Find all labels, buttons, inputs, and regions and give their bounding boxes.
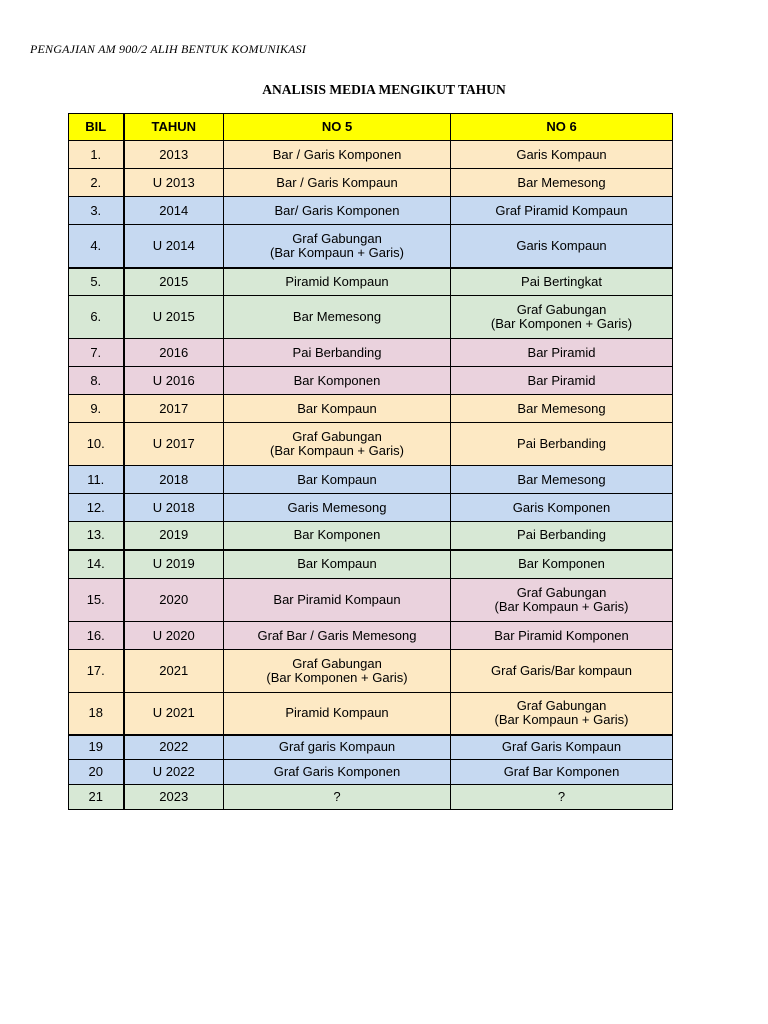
cell-no5 (224, 622, 451, 650)
cell-no6-line: Graf Garis Kompaun (501, 739, 622, 755)
cell-no5-line: Graf Garis Komponen (273, 764, 401, 779)
cell-no5-line: Bar / Garis Komponen (272, 146, 402, 162)
table-row (69, 693, 673, 735)
cell-no5 (224, 141, 451, 169)
cell-no6 (451, 466, 673, 494)
cell-bil: 2. (69, 169, 124, 197)
cell-no5-line: Graf garis Kompaun (278, 739, 396, 755)
table-row (69, 735, 673, 760)
cell-no5-line: Bar Memesong (292, 309, 382, 324)
cell-no5 (224, 579, 451, 622)
cell-bil: 21 (69, 785, 124, 810)
table-header-row (69, 114, 673, 141)
cell-no6-line: Bar Memesong (517, 471, 606, 487)
cell-tahun: 2021 (124, 650, 224, 693)
table-row (69, 466, 673, 494)
cell-tahun: U 2017 (124, 423, 224, 466)
table-row (69, 785, 673, 810)
table-row (69, 522, 673, 550)
cell-no5 (224, 550, 451, 579)
cell-tahun: U 2018 (124, 494, 224, 522)
cell-no6 (451, 141, 673, 169)
cell-bil: 6. (69, 296, 124, 339)
cell-no5-line: Graf Bar / Garis Memesong (257, 627, 417, 643)
cell-no6 (451, 197, 673, 225)
cell-tahun: 2020 (124, 579, 224, 622)
cell-no6-line: Garis Kompaun (516, 146, 607, 162)
cell-no5-line: Bar Komponen (293, 527, 381, 543)
cell-no6-line: Graf Piramid Kompaun (495, 202, 628, 218)
table-row (69, 339, 673, 367)
cell-no5-line: Bar Kompaun (297, 471, 377, 487)
cell-no5-line: (Bar Kompaun + Garis) (269, 443, 405, 458)
table-row (69, 579, 673, 622)
cell-no6 (451, 522, 673, 550)
cell-bil: 1. (69, 141, 124, 169)
cell-no6-line: (Bar Kompaun + Garis) (494, 599, 629, 614)
cell-bil: 11. (69, 466, 124, 494)
cell-no6-line: Graf Gabungan (516, 585, 607, 600)
cell-no6-line: Garis Komponen (512, 499, 611, 515)
cell-tahun: 2019 (124, 522, 224, 550)
cell-tahun: U 2013 (124, 169, 224, 197)
cell-no5 (224, 466, 451, 494)
table-row (69, 169, 673, 197)
table-row (69, 650, 673, 693)
cell-bil: 8. (69, 367, 124, 395)
cell-no5 (224, 197, 451, 225)
cell-no5 (224, 494, 451, 522)
cell-no5-line: Piramid Kompaun (285, 705, 389, 721)
cell-no6 (451, 225, 673, 268)
cell-bil: 13. (69, 522, 124, 550)
table-row (69, 367, 673, 395)
cell-no5-line: (Bar Komponen + Garis) (266, 670, 408, 685)
cell-no6 (451, 760, 673, 785)
table-row (69, 296, 673, 339)
cell-no5 (224, 650, 451, 693)
cell-no6 (451, 169, 673, 197)
cell-no5-line: ? (333, 789, 341, 804)
cell-bil: 5. (69, 268, 124, 296)
cell-no5 (224, 339, 451, 367)
cell-tahun: U 2014 (124, 225, 224, 268)
cell-no5-line: Graf Gabungan (292, 656, 382, 671)
cell-tahun: U 2015 (124, 296, 224, 339)
table-row (69, 395, 673, 423)
cell-no6-line: Pai Berbanding (517, 527, 606, 543)
table-row (69, 760, 673, 785)
cell-bil: 14. (69, 550, 124, 579)
cell-bil: 7. (69, 339, 124, 367)
cell-no5 (224, 785, 451, 810)
cell-tahun: 2013 (124, 141, 224, 169)
cell-no6-line: Bar Komponen (518, 556, 605, 572)
cell-no5 (224, 169, 451, 197)
cell-no6-line: Bar Piramid (527, 344, 596, 360)
cell-no5 (224, 760, 451, 785)
cell-tahun: 2018 (124, 466, 224, 494)
cell-no6-line: Bar Piramid Komponen (494, 627, 629, 643)
table-row (69, 622, 673, 650)
cell-bil: 9. (69, 395, 124, 423)
cell-no6-line: ? (557, 789, 566, 804)
cell-no6 (451, 735, 673, 760)
header-note: PENGAJIAN AM 900/2 ALIH BENTUK KOMUNIKASI (30, 42, 307, 56)
table-body (69, 141, 673, 810)
cell-tahun: 2017 (124, 395, 224, 423)
cell-no5 (224, 367, 451, 395)
cell-no6-line: Pai Berbanding (517, 436, 606, 451)
cell-tahun: 2015 (124, 268, 224, 296)
cell-no6-line: Graf Garis/Bar kompaun (491, 663, 632, 678)
cell-no6-line: Pai Bertingkat (521, 273, 602, 289)
cell-no6 (451, 693, 673, 735)
cell-no5 (224, 522, 451, 550)
cell-no6-line: Graf Bar Komponen (503, 764, 620, 779)
cell-bil: 10. (69, 423, 124, 466)
cell-no6-line: Graf Gabungan (516, 302, 607, 317)
cell-bil: 3. (69, 197, 124, 225)
cell-bil: 15. (69, 579, 124, 622)
table-row (69, 141, 673, 169)
cell-no5 (224, 296, 451, 339)
column-header-tahun: TAHUN (124, 114, 224, 141)
table-row (69, 494, 673, 522)
cell-tahun: 2023 (124, 785, 224, 810)
cell-tahun: U 2021 (124, 693, 224, 735)
table-row (69, 423, 673, 466)
cell-no5-line: Graf Gabungan (292, 230, 382, 246)
cell-bil: 12. (69, 494, 124, 522)
cell-no6 (451, 339, 673, 367)
cell-no6 (451, 395, 673, 423)
column-header-no6: NO 6 (451, 114, 673, 141)
cell-bil: 17. (69, 650, 124, 693)
cell-no6 (451, 550, 673, 579)
cell-tahun: U 2019 (124, 550, 224, 579)
cell-tahun: 2016 (124, 339, 224, 367)
cell-no6-line: Bar Memesong (517, 400, 606, 416)
column-header-bil: BIL (69, 114, 124, 141)
table-row (69, 268, 673, 296)
cell-no6 (451, 650, 673, 693)
cell-no6 (451, 423, 673, 466)
cell-tahun: U 2020 (124, 622, 224, 650)
cell-tahun: U 2022 (124, 760, 224, 785)
cell-no6-line: (Bar Komponen + Garis) (490, 316, 633, 331)
cell-no6-line: Graf Gabungan (516, 698, 607, 714)
cell-no6 (451, 785, 673, 810)
cell-no6-line: (Bar Kompaun + Garis) (494, 712, 629, 728)
cell-tahun: 2014 (124, 197, 224, 225)
cell-no5-line: Bar/ Garis Komponen (274, 202, 400, 218)
cell-no5 (224, 735, 451, 760)
table-row (69, 225, 673, 268)
cell-no6 (451, 622, 673, 650)
cell-no5-line: Bar Kompaun (297, 556, 377, 572)
cell-bil: 18 (69, 693, 124, 735)
cell-no5-line: Bar / Garis Kompaun (276, 174, 398, 190)
cell-no5-line: Graf Gabungan (292, 429, 382, 444)
cell-no6 (451, 579, 673, 622)
page-title: ANALISIS MEDIA MENGIKUT TAHUN (262, 82, 506, 97)
cell-no5-line: Pai Berbanding (292, 344, 382, 360)
cell-no6-line: Garis Kompaun (516, 237, 607, 253)
cell-no5 (224, 693, 451, 735)
cell-no5 (224, 225, 451, 268)
cell-no5 (224, 423, 451, 466)
cell-bil: 16. (69, 622, 124, 650)
table-row (69, 550, 673, 579)
cell-no5-line: Piramid Kompaun (285, 273, 389, 289)
cell-no5-line: Bar Piramid Kompaun (273, 592, 401, 607)
cell-bil: 19 (69, 735, 124, 760)
cell-no6 (451, 296, 673, 339)
cell-no5-line: Bar Komponen (293, 372, 381, 388)
cell-no6 (451, 494, 673, 522)
cell-tahun: 2022 (124, 735, 224, 760)
table-row (69, 197, 673, 225)
cell-no6-line: Bar Memesong (517, 174, 606, 190)
cell-no5 (224, 268, 451, 296)
cell-bil: 4. (69, 225, 124, 268)
cell-no5-line: Bar Kompaun (297, 400, 377, 416)
cell-no5-line: (Bar Kompaun + Garis) (269, 244, 405, 260)
cell-no5-line: Garis Memesong (287, 499, 387, 515)
media-analysis-table (68, 113, 673, 810)
cell-no5 (224, 395, 451, 423)
cell-no6 (451, 268, 673, 296)
cell-bil: 20 (69, 760, 124, 785)
cell-tahun: U 2016 (124, 367, 224, 395)
cell-no6 (451, 367, 673, 395)
cell-no6-line: Bar Piramid (527, 372, 596, 388)
column-header-no5: NO 5 (224, 114, 451, 141)
